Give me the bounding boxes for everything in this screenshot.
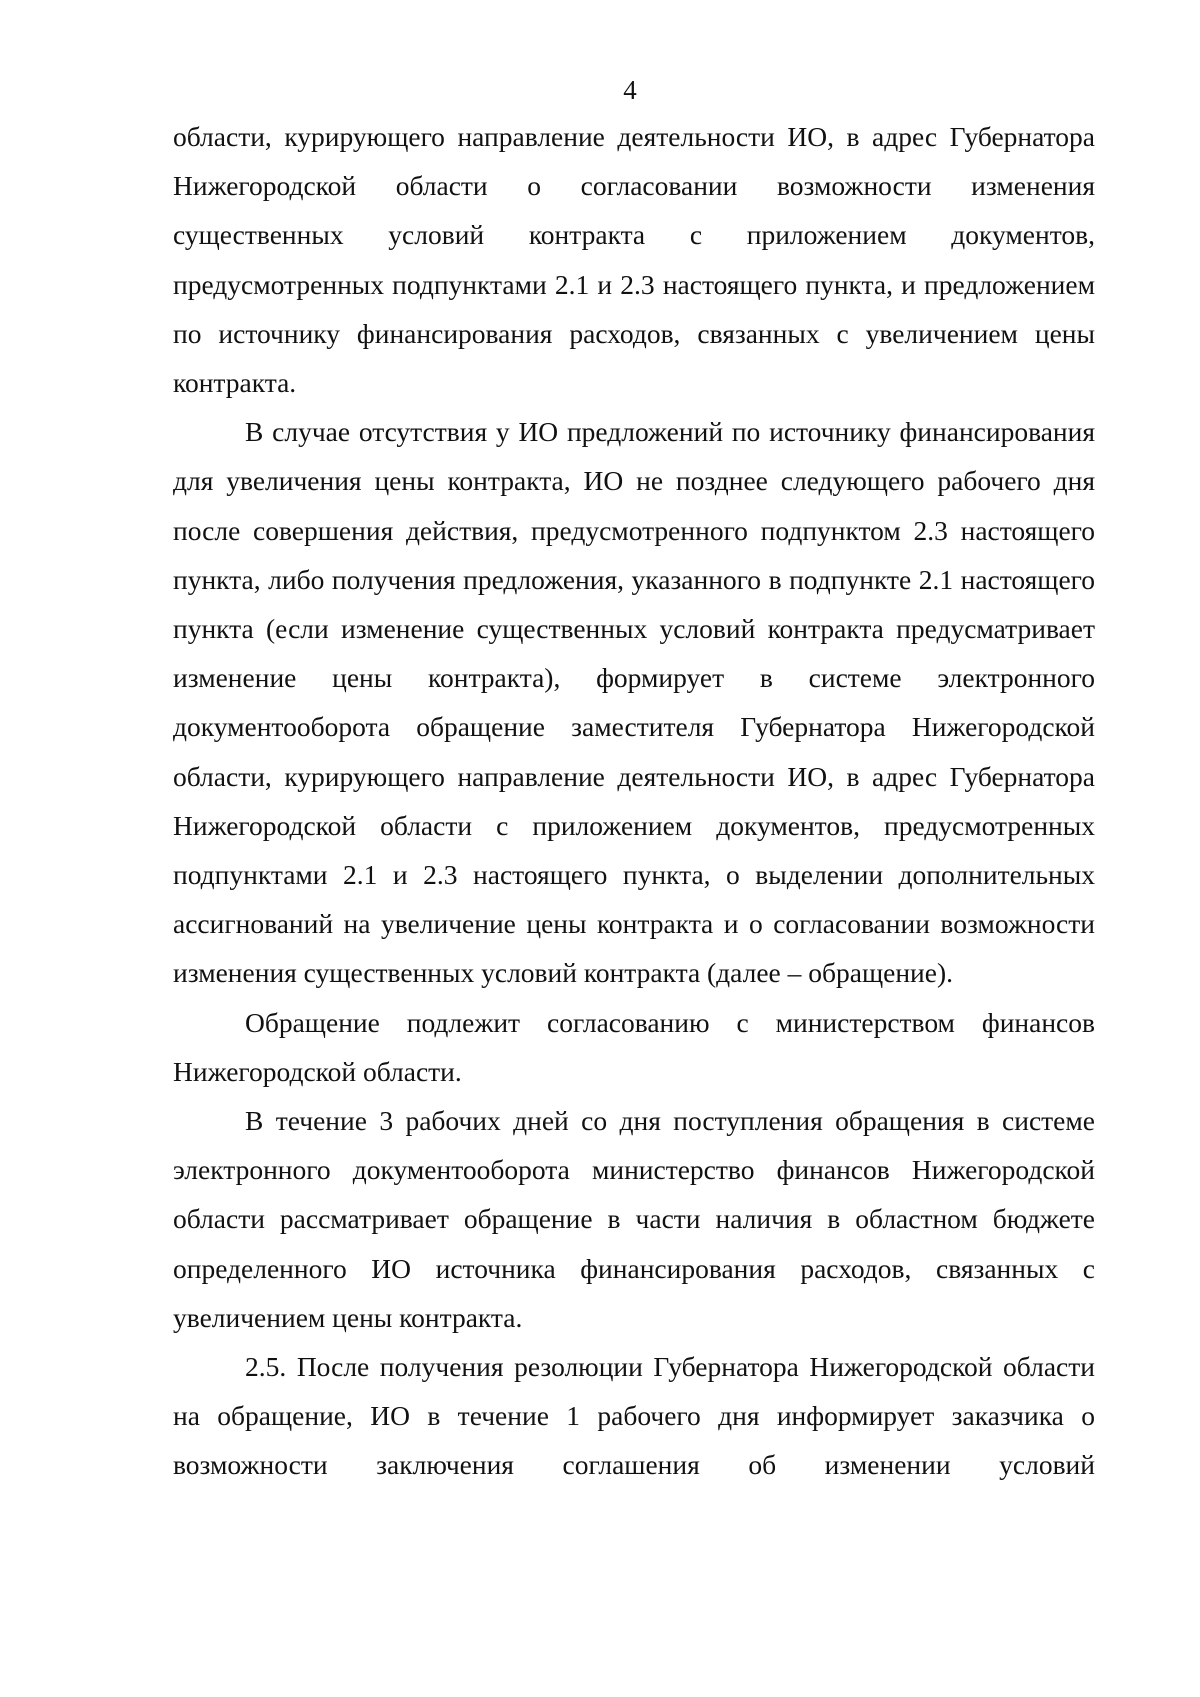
- paragraph-5-last-line-justified: 2.5. После получения резолюции Губернатора Нижегородской области на обращение, ИО в течение 1 рабочего дня информирует заказчика о возможности заключения соглашения об изменении условий: [173, 1351, 1095, 1481]
- paragraph-1: области, курирующего направление деятельности ИО, в адрес Губернатора Нижегородской области о согласовании возможности изменения существенных условий контракта с приложением документов, предусмотренных подпунктами 2.1 и 2.3 настоящего пункта, и предложением по источнику финансирования расходов, связанных с увеличением цены контракта.: [173, 121, 1095, 399]
- document-body: [173, 112, 1095, 1490]
- paragraph-2: В случае отсутствия у ИО предложений по источнику финансирования для увеличения цены контракта, ИО не позднее следующего рабочего дня после совершения действия, предусмотренного подпунктом 2.3 настоящего пункта, либо получения предложения, указанного в подпункте 2.1 настоящего пункта (если изменение существенных условий контракта предусматривает изменение цены контракта), формирует в системе электронного документооборота обращение заместителя Губернатора Нижегородской области, курирующего направление деятельности ИО, в адрес Губернатора Нижегородской области с приложением документов, предусмотренных подпунктами 2.1 и 2.3 настоящего пункта, о выделении дополнительных ассигнований на увеличение цены контракта и о согласовании возможности изменения существенных условий контракта (далее – обращение).: [173, 416, 1095, 989]
- page-number: 4: [623, 75, 637, 105]
- paragraph-3: Обращение подлежит согласованию с министерством финансов Нижегородской области.: [173, 1006, 1095, 1087]
- paragraph-4: В течение 3 рабочих дней со дня поступления обращения в системе электронного документооборота министерство финансов Нижегородской области рассматривает обращение в части наличия в областном бюджете определенного ИО источника финансирования расходов, связанных с увеличением цены контракта.: [173, 1105, 1095, 1333]
